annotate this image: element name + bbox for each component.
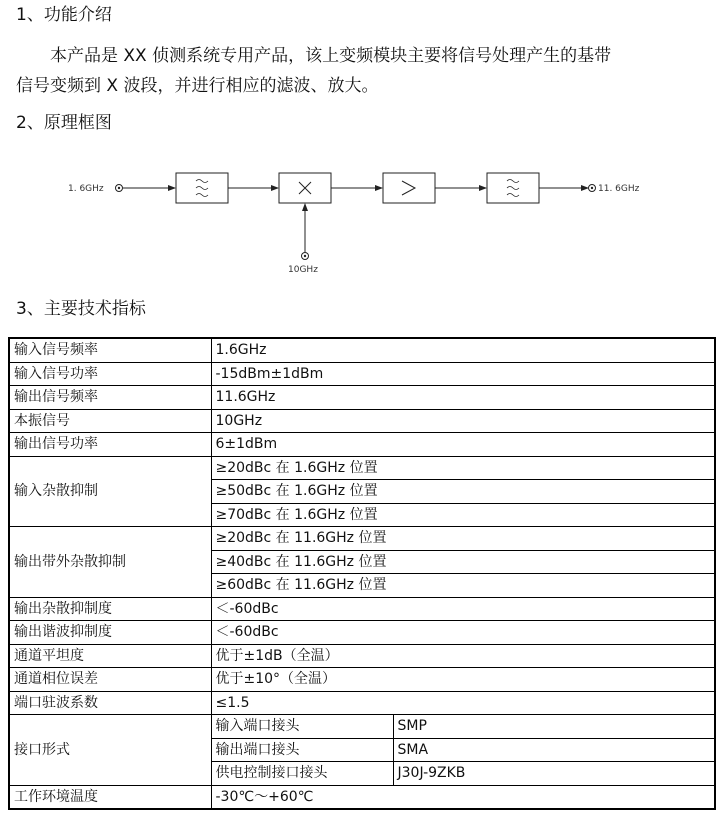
interface-name: 供电控制接口接头 xyxy=(211,762,393,786)
input-frequency-label: 1. 6GHz xyxy=(68,184,104,194)
section1-heading: 1、功能介绍 xyxy=(16,5,112,25)
lo-frequency-label: 10GHz xyxy=(288,265,318,275)
spec-value: ＜-60dBc xyxy=(211,621,715,645)
spec-label: 输出信号功率 xyxy=(9,433,211,457)
table-row xyxy=(9,668,715,692)
section3-heading: 3、主要技术指标 xyxy=(16,299,146,319)
spec-label: 工作环境温度 xyxy=(9,785,211,809)
spec-value: 优于±1dB（全温） xyxy=(211,644,715,668)
filter-block-1 xyxy=(176,173,228,203)
spec-value: ≥60dBc 在 11.6GHz 位置 xyxy=(211,574,715,598)
spec-value: 1.6GHz xyxy=(211,338,715,362)
table-row xyxy=(9,362,715,386)
spec-label: 输出带外杂散抑制 xyxy=(9,527,211,598)
spec-value: ≥20dBc 在 1.6GHz 位置 xyxy=(211,456,715,480)
table-row xyxy=(9,433,715,457)
section1-paragraph xyxy=(16,41,716,101)
lo-port-icon xyxy=(302,253,309,260)
spec-label: 输入信号频率 xyxy=(9,338,211,362)
spec-value: ≤1.5 xyxy=(211,691,715,715)
table-row xyxy=(9,644,715,668)
interface-value: J30J-9ZKB xyxy=(393,762,715,786)
spec-label: 输出谐波抑制度 xyxy=(9,621,211,645)
table-row xyxy=(9,386,715,410)
spec-label: 输入杂散抑制 xyxy=(9,456,211,527)
output-port-icon xyxy=(589,185,596,192)
spec-label: 通道相位误差 xyxy=(9,668,211,692)
table-row xyxy=(9,527,715,551)
spec-value: 优于±10°（全温） xyxy=(211,668,715,692)
table-row xyxy=(9,715,715,739)
table-row xyxy=(9,338,715,362)
specs-table-body xyxy=(9,338,715,809)
output-frequency-label: 11. 6GHz xyxy=(598,184,640,194)
interface-name: 输入端口接头 xyxy=(211,715,393,739)
paragraph-line-2: 信号变频到 X 波段，并进行相应的滤波、放大。 xyxy=(16,76,379,96)
spec-label: 端口驻波系数 xyxy=(9,691,211,715)
spec-label: 接口形式 xyxy=(9,715,211,786)
table-row xyxy=(9,409,715,433)
spec-label: 输出杂散抑制度 xyxy=(9,597,211,621)
spec-label: 通道平坦度 xyxy=(9,644,211,668)
spec-value: ≥70dBc 在 1.6GHz 位置 xyxy=(211,503,715,527)
spec-value: -15dBm±1dBm xyxy=(211,362,715,386)
spec-label: 输出信号频率 xyxy=(9,386,211,410)
spec-value: 6±1dBm xyxy=(211,433,715,457)
spec-value: -30℃～+60℃ xyxy=(211,785,715,809)
spec-value: ＜-60dBc xyxy=(211,597,715,621)
spec-value: ≥40dBc 在 11.6GHz 位置 xyxy=(211,550,715,574)
amplifier-block xyxy=(383,173,435,203)
spec-label: 本振信号 xyxy=(9,409,211,433)
block-diagram xyxy=(0,150,720,280)
interface-name: 输出端口接头 xyxy=(211,738,393,762)
specs-table xyxy=(8,337,716,810)
spec-value: 11.6GHz xyxy=(211,386,715,410)
spec-label: 输入信号功率 xyxy=(9,362,211,386)
mixer-block xyxy=(279,173,331,203)
table-row xyxy=(9,785,715,809)
interface-value: SMP xyxy=(393,715,715,739)
table-row xyxy=(9,621,715,645)
table-row xyxy=(9,597,715,621)
table-row xyxy=(9,691,715,715)
input-port-icon xyxy=(116,185,123,192)
table-row xyxy=(9,456,715,480)
spec-value: ≥20dBc 在 11.6GHz 位置 xyxy=(211,527,715,551)
filter-block-2 xyxy=(487,173,539,203)
interface-value: SMA xyxy=(393,738,715,762)
section2-heading: 2、原理框图 xyxy=(16,113,112,133)
spec-value: ≥50dBc 在 1.6GHz 位置 xyxy=(211,480,715,504)
spec-value: 10GHz xyxy=(211,409,715,433)
paragraph-line-1: 本产品是 XX 侦测系统专用产品，该上变频模块主要将信号处理产生的基带 xyxy=(50,46,612,66)
